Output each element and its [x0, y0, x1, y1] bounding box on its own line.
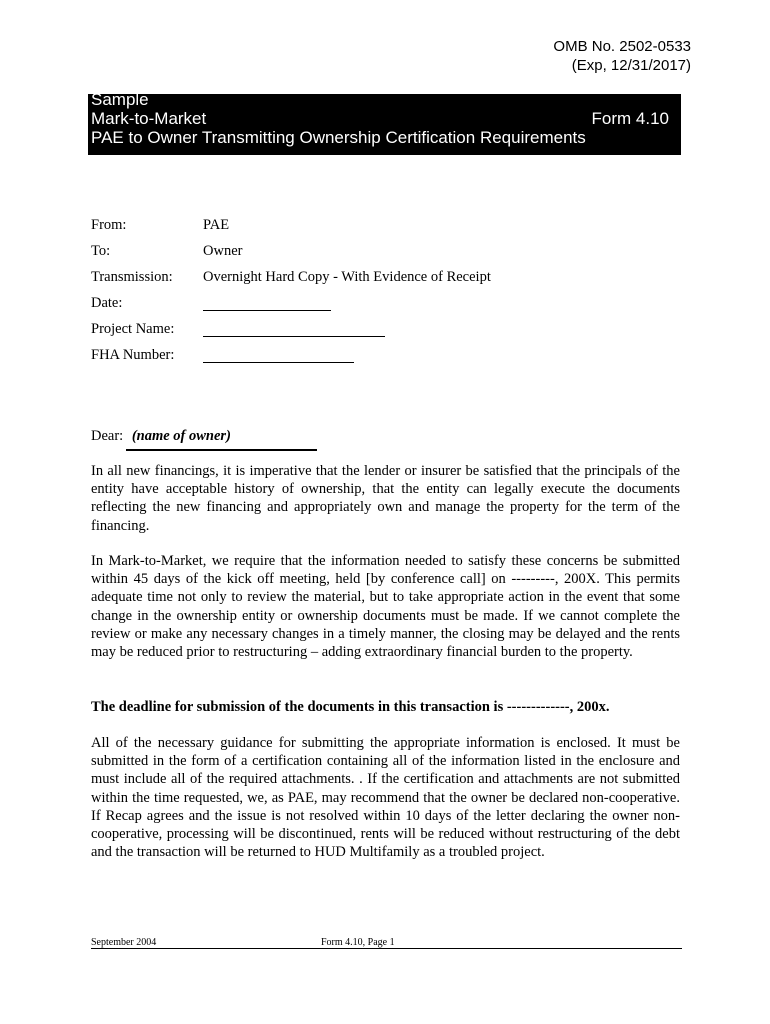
field-label: To: [91, 243, 111, 259]
form-title: PAE to Owner Transmitting Ownership Certification Requirements [91, 128, 586, 147]
field-label: FHA Number: [91, 347, 175, 363]
field-value: Owner [203, 243, 243, 259]
omb-number: OMB No. 2502-0533 [553, 38, 691, 55]
salutation-label: Dear: [91, 428, 124, 444]
fha-number-blank[interactable] [203, 346, 354, 364]
deadline-statement: The deadline for submission of the documents in this transaction is -------------, 200x. [91, 699, 610, 715]
form-number: Form 4.10 [591, 109, 669, 128]
footer-page-number: Form 4.10, Page 1 [321, 937, 395, 948]
banner-line-program [91, 109, 669, 128]
omb-block [553, 37, 691, 75]
footer-date: September 2004 [91, 937, 157, 948]
program-name: Mark-to-Market [91, 109, 207, 128]
owner-name-placeholder: (name of owner) [131, 428, 231, 444]
paragraph-financing: In all new financings, it is imperative that the lender or insurer be satisfied that the principals of the entity have acceptable history of ownership, that the entity can legally execute the documents reflecting the new financing and appropriately own and manage the property for the term of the financing. [91, 463, 680, 534]
salutation [91, 427, 231, 445]
field-label: Project Name: [91, 321, 175, 337]
page-footer [91, 937, 682, 949]
date-blank[interactable] [203, 294, 331, 312]
field-value: Overnight Hard Copy - With Evidence of Receipt [203, 269, 491, 285]
field-value: PAE [203, 217, 230, 233]
paragraph-requirements: In Mark-to-Market, we require that the information needed to satisfy these concerns be submitted within 45 days of the kick off meeting, held [by conference call] on ---------, 200X. This permits adequate time not only to review the material, but to take appropriate action in the event that some change in the ownership entity or ownership documents must be made. If we cannot complete the review or make any necessary changes in a timely manner, the closing may be delayed and the rents may be reduced prior to restructuring – adding extraordinary financial burden to the property. [91, 553, 680, 661]
omb-expiration: (Exp, 12/31/2017) [571, 57, 691, 74]
field-label: From: [91, 217, 127, 233]
field-label: Date: [91, 295, 123, 311]
blank-line [203, 322, 385, 337]
banner-line-sample: Sample [91, 94, 149, 109]
project-name-blank[interactable] [203, 320, 385, 338]
blank-line [203, 348, 354, 363]
blank-line [203, 296, 331, 311]
field-label: Transmission: [91, 269, 173, 285]
salutation-underline [126, 449, 317, 451]
paragraph-guidance: All of the necessary guidance for submitting the appropriate information is enclosed. It must be submitted in the form of a certification containing all of the information listed in the enclosure and must include all of the required attachments. . If the certification and attachments are not submitted within the time requested, we, as PAE, may recommend that the owner be declared non-cooperative. If Recap agrees and the issue is not resolved within 10 days of the letter declaring the owner non-cooperative, processing will be discontinued, rents will be reduced without restructuring of the debt and the transaction will be returned to HUD Multifamily as a troubled project. [91, 735, 680, 861]
form-title-banner [88, 94, 681, 155]
